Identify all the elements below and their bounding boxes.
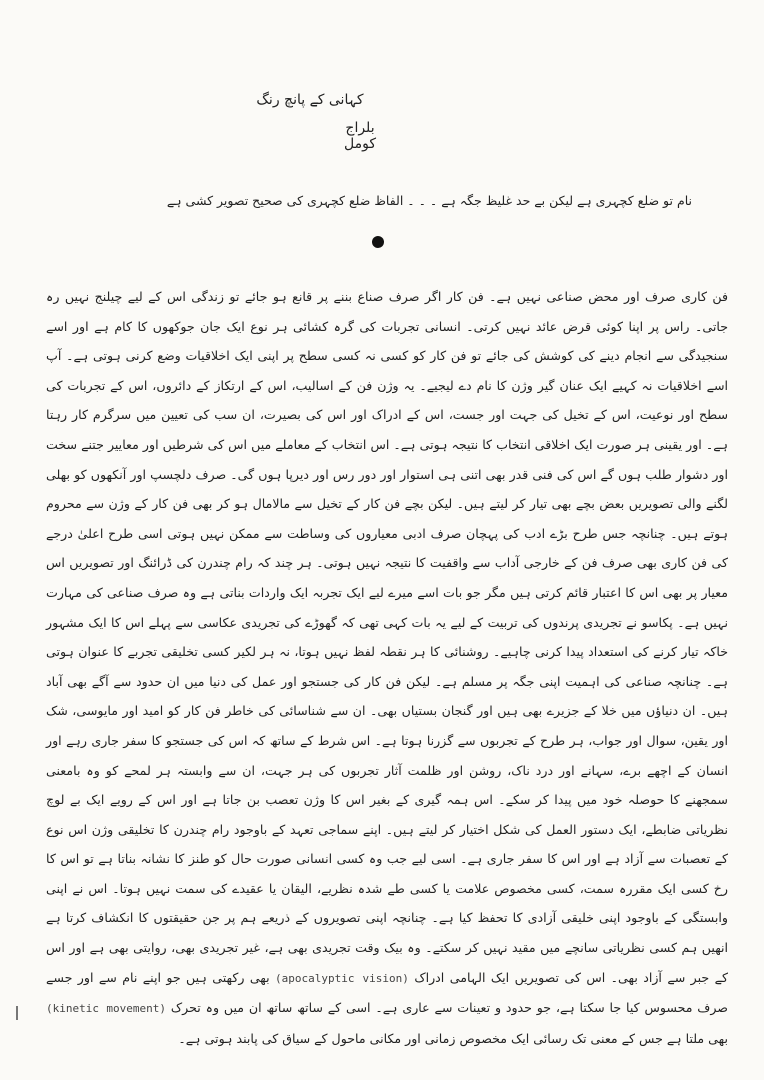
page-title: کہانی کے پانچ رنگ: [256, 92, 364, 108]
margin-mark: [16, 1006, 18, 1020]
term-kinetic-movement: (kinetic movement): [46, 1002, 167, 1016]
body-text-end: بھی ملتا ہے جس کے معنی تک رسائی ایک مخصوص زمانی اور مکانی ماحول کے سیاق کی پابند ہوتی ہے۔: [178, 1030, 728, 1046]
term-apocalyptic-vision: (apocalyptic vision): [275, 971, 409, 985]
header-note: نام تو ضلع کچہری ہے لیکن بے حد غلیظ جگہ ہے ۔ ۔ ۔ الفاظ ضلع کچہری کی صحیح تصویر کشی ہے: [166, 193, 692, 208]
body-text-main: فن کاری صرف اور محض صناعی نہیں ہے۔ فن کار اگر صرف صناع بننے پر قانع ہو جائے تو زندگی اس کے لیے چیلنج نہیں رہ جاتی۔ راس پر اپنا کوئی قرض عائد نہیں کرتی۔ انسانی تجربات کی گرہ کشائی ہر نوع ایک جان جوکھوں کا کام ہے اور اسے سنجیدگی سے انجام دینے کی کوشش کی جائے تو فن کار کو کسی نہ کسی سطح پر اپنی ایک اخلاقیات وضع کرنی ہوتی ہے۔ آپ اسے اخلاقیات نہ کہیے ایک عنان گیر وژن کا نام دے لیجیے۔ یہ وژن فن کے اسالیب، اس کے ارتکاز کے دائروں، اس کے تجربات کی سطح اور نوعیت، اس کے تخیل کی جہت اور جست، اس کے ادراک اور اس کی بصیرت، ان سب کی تعیین میں سرگرم کار رہتا ہے۔ اور یقینی ہر صورت ایک اخلاقی انتخاب کا نتیجہ ہوتی ہے۔ اس انتخاب کے معاملے میں اس کی شرطیں اور معاییر جتنے سخت اور دشوار طلب ہوں گے اس کی فنی قدر بھی اتنی ہی استوار اور دور رس اور دیرپا ہوں گی۔ صرف دلچسپ اور آنکھوں کو بھلی لگنے والی تصویریں بعض بچے بھی تیار کر لیتے ہیں۔ لیکن بچے فن کار کے تخیل سے مالامال ہو کر بھی فن کار کے وژن سے محروم ہوتے ہیں۔ چنانچہ جس طرح بڑے ادب کی پہچان صرف ادبی معیاروں کی وساطت سے ممکن نہیں ہوتی اسی طرح اعلیٰ درجے کی فن کاری بھی صرف فن کے خارجی آداب سے واقفیت کا نتیجہ نہیں ہوتی۔ ہر چند کہ رام چندرن کی ڈرائنگ اور تصویریں اس معیار پر بھی اس کا اعتبار قائم کرتی ہیں مگر جو بات اسے میرے لیے ایک تجربہ ایک واردات بناتی ہے وہ صرف صناعی کی مہارت نہیں ہے۔ پکاسو نے تجریدی پرندوں کی تربیت کے لیے یہ بات کہی تھی کہ گھوڑے کی تجریدی عکاسی سے پہلے اس کا ایک مشہور خاکہ تیار کرنے کی استعداد پیدا کرنی چاہیے۔ روشنائی کا ہر نقطہ لفظ نہیں ہوتا، نہ ہر لکیر کسی تخلیقی تجربے کا عنوان ہوتی ہے۔ چنانچہ صناعی کی اہمیت اپنی جگہ پر مسلم ہے۔ لیکن فن کار کی جستجو اور عمل کی دنیا میں ان حدود سے آگے بھی آباد ہیں۔ ان دنیاؤں میں خلا کے جزیرے بھی ہیں اور گنجان بستیاں بھی۔ ان سے شناسائی کی خاطر فن کار کو امید اور مایوسی، شک اور یقین، سوال اور جواب، ہر طرح کے تجربوں سے گزرنا ہوتا ہے۔ اس شرط کے ساتھ کہ اس کی جستجو کا سفر جاری رہے اور انسان کے اچھے برے، سہانے اور درد ناک، روشن اور ظلمت آثار تجربوں کی ہر جہت، ان سے وابستہ ہر لمحے کو وہ بامعنی سمجھنے کا حوصلہ خود میں پیدا کر سکے۔ اس ہمہ گیری کے بغیر اس کا وژن تعصب بن جاتا ہے اور اس کے رویے ایک بے لوچ نظریاتی ضابطے، ایک دستور العمل کی شکل اختیار کر لیتے ہیں۔ اپنے سماجی تعہد کے باوجود رام چندرن کا تخلیقی وژن اس نوع کے تعصبات سے آزاد ہے اور اس کا سفر جاری ہے۔ اسی لیے جب وہ کسی انسانی صورت حال کو طنز کا نشانہ بناتا ہے تو اس کا رخ کسی ایک مقررہ سمت، کسی مخصوص علامت یا کسی طے شدہ نظریے، الیقان یا عقیدے کی سمت نہیں ہوتا۔ اس نے اپنی وابستگی کے باوجود اپنی خلیقی آزادی کا تحفظ کیا ہے۔ چنانچہ اپنی تصویروں کے ذریعے ہم پر جن حقیقتوں کا انکشاف کرتا ہے انھیں ہم کسی نظریاتی سانچے میں مقید نہیں کر سکتے۔ وہ بیک وقت تجریدی بھی ہے، غیر تجریدی بھی، روایتی بھی ہے اور اس کے جبر سے آزاد بھی۔ اس کی تصویریں ایک الہامی ادراک: [46, 289, 728, 985]
body-text-middle: بھی رکھتی ہیں جو اپنے نام سے اور جسے صرف محسوس کیا جا سکتا ہے، جو حدود و تعینات سے عاری ہے۔ اسی کے ساتھ ساتھ ان میں وہ تحرک: [46, 969, 728, 1016]
author-name: بلراج کومل: [344, 120, 376, 152]
body-paragraph: [46, 282, 728, 1053]
bullet-dot-icon: [372, 236, 384, 248]
